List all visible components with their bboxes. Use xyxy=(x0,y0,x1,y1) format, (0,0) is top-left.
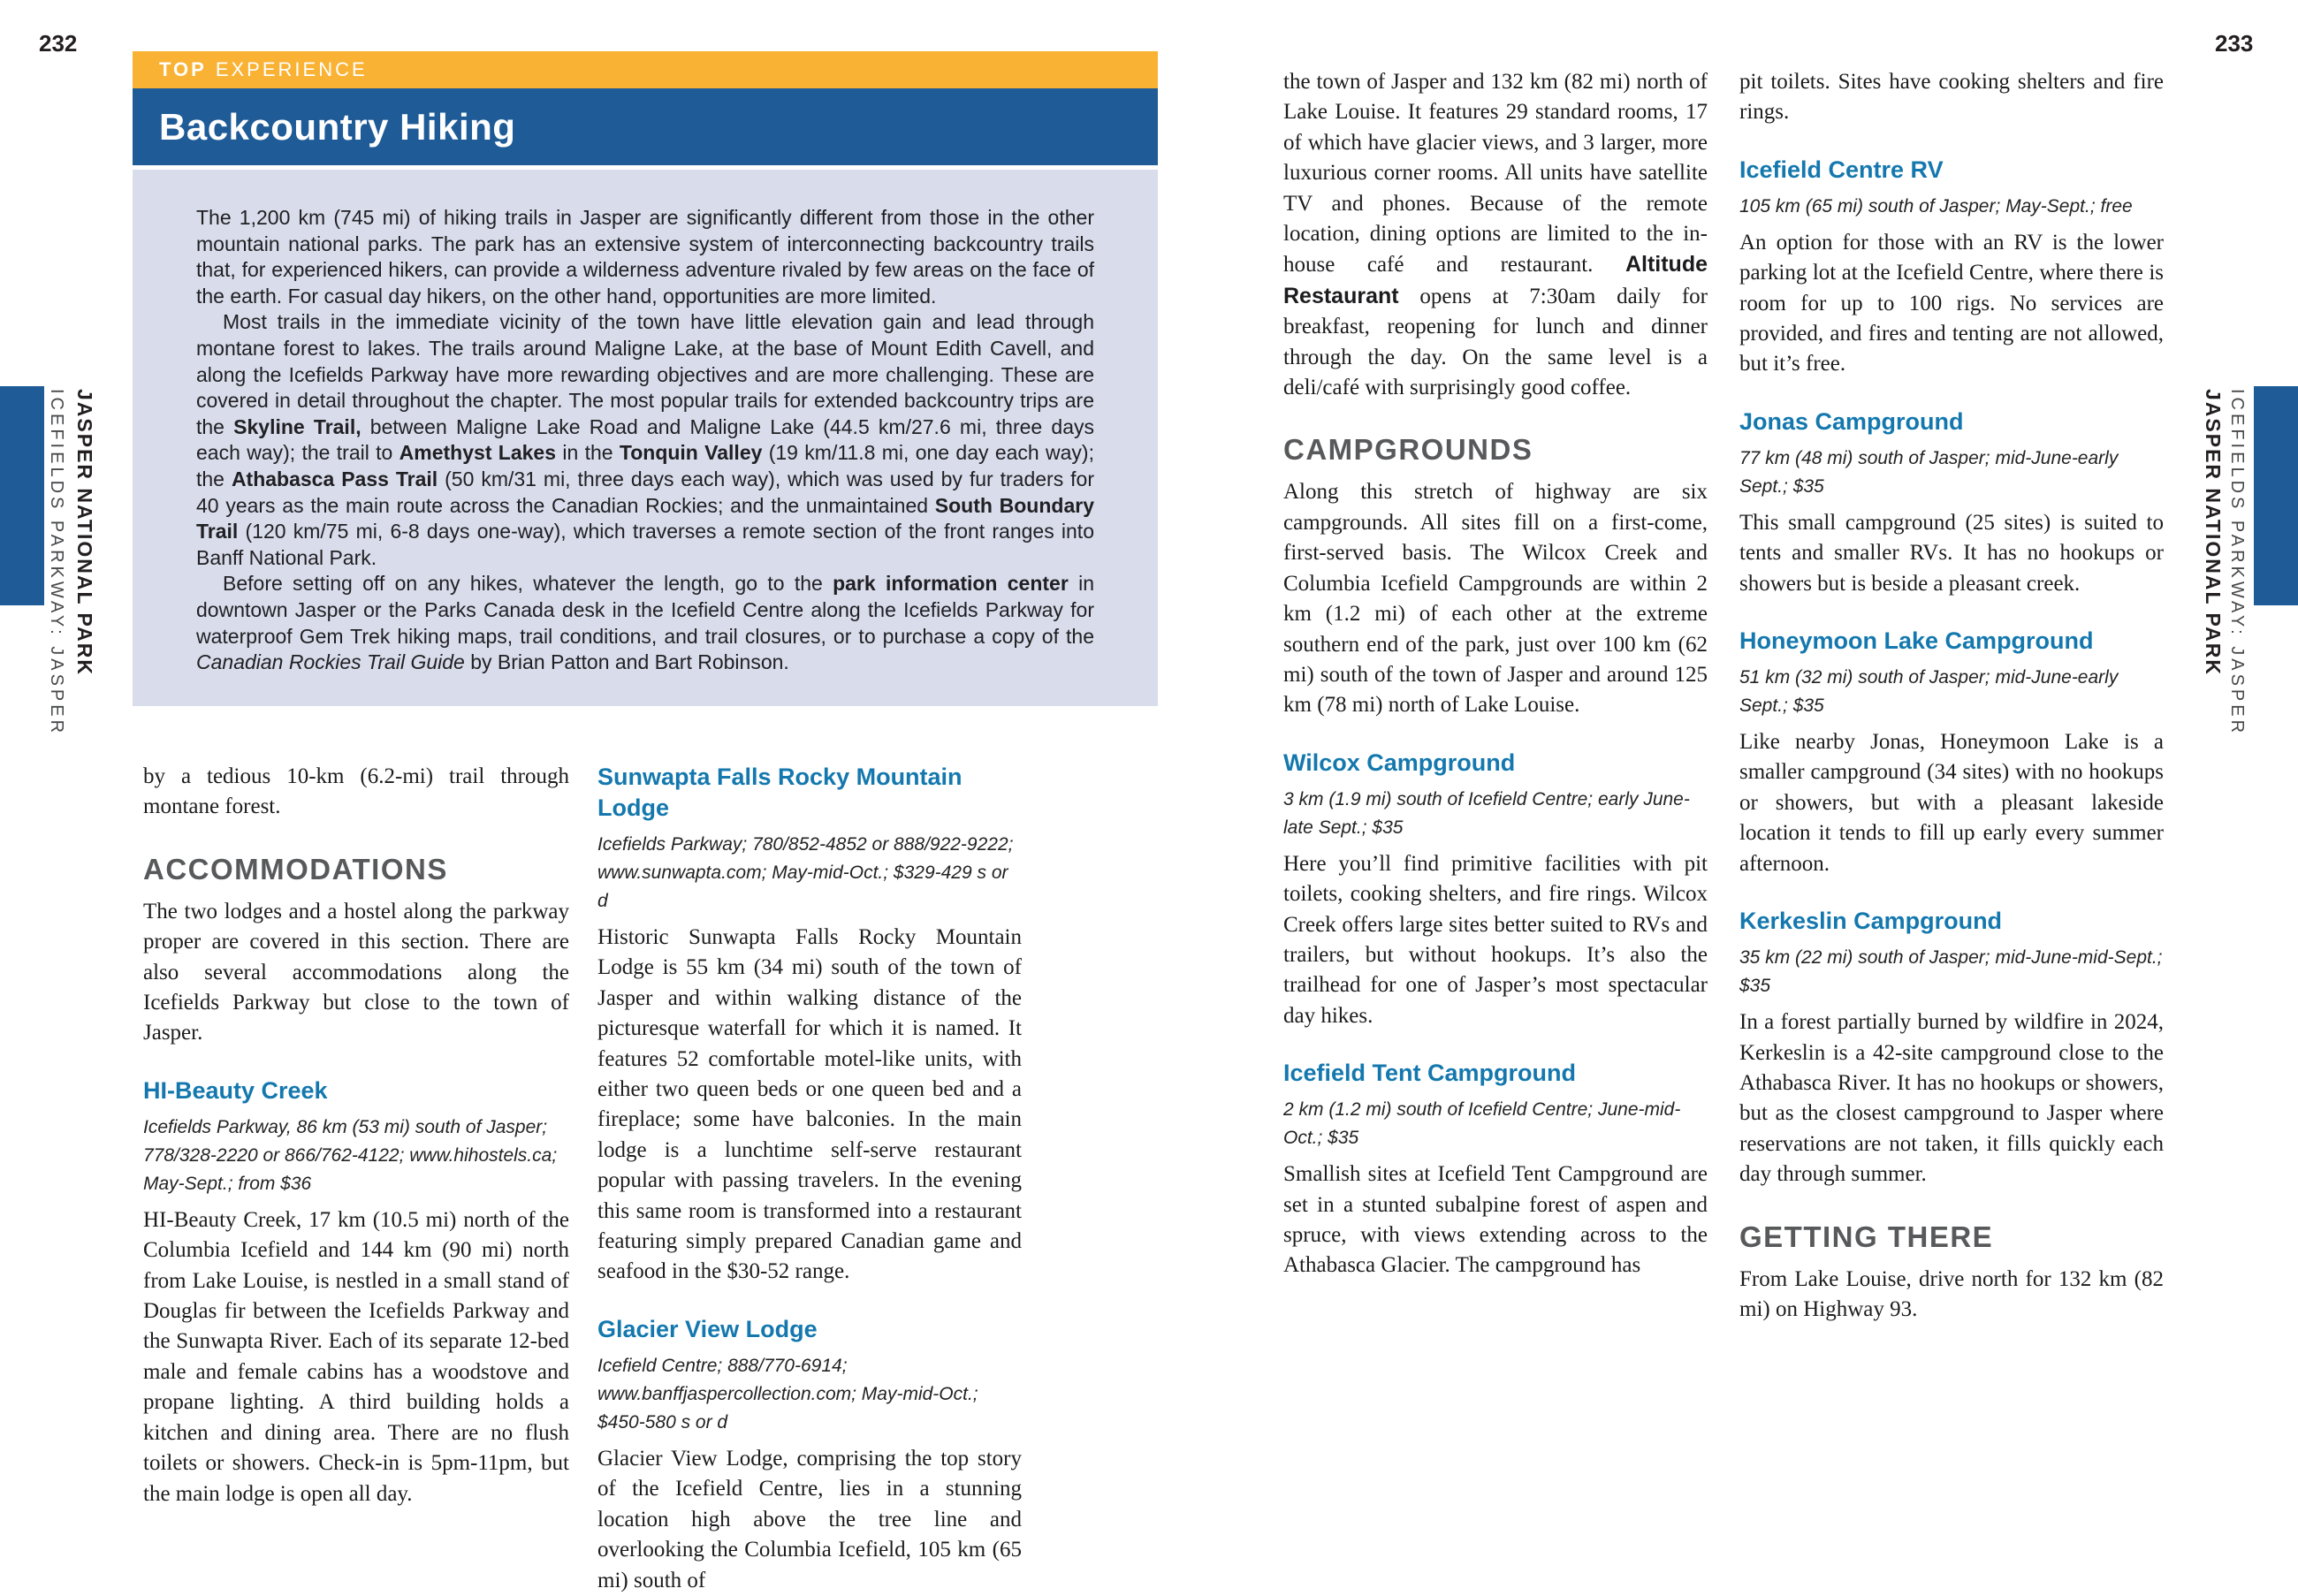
listing-wilcox-campground xyxy=(1283,748,1708,1031)
eyebrow-label: EXPERIENCE xyxy=(215,58,368,80)
getting-there-body: From Lake Louise, drive north for 132 km (82 mi) on Highway 93. xyxy=(1739,1266,2164,1321)
eyebrow-bold-label: TOP xyxy=(159,58,207,80)
continued-paragraph: pit toilets. Sites have cooking shelters and fire rings. xyxy=(1739,70,2164,125)
column-right-b xyxy=(1739,67,2164,1325)
margin-title-left: JASPER NATIONAL PARK xyxy=(73,389,96,676)
feature-box xyxy=(133,170,1158,706)
listing-details: 105 km (65 mi) south of Jasper; May-Sept.; free xyxy=(1739,195,2133,217)
section-heading-getting-there: GETTING THERE xyxy=(1739,1220,1994,1253)
listing-details: 35 km (22 mi) south of Jasper; mid-June-mid-Sept.; $35 xyxy=(1739,947,2163,997)
listing-title: Jonas Campground xyxy=(1739,407,1964,435)
margin-subtitle-right: ICEFIELDS PARKWAY: JASPER xyxy=(2227,389,2247,737)
listing-icefield-tent-campground xyxy=(1283,1058,1708,1281)
listing-title: Glacier View Lodge xyxy=(597,1315,818,1342)
section-heading-accommodations: ACCOMMODATIONS xyxy=(143,852,448,885)
feature-paragraph: Most trails in the immediate vicinity of the town have little elevation gain and lead through montane forest to lakes. The trails around Maligne Lake, at the base of Mount Edith Cavell, and along the Icefields Parkway have more rewarding objectives and are more challenging. These are covered in detail throughout the chapter. The most popular trails for extended backcountry trips are the Skyline Trail, between Maligne Lake Road and Maligne Lake (44.5 km/27.6 mi, three days each way); the trail to Amethyst Lakes in the Tonquin Valley (19 km/11.8 mi, one day each way); the Athabasca Pass Trail (50 km/31 mi, three days each way), which was used by fur traders for 40 years as the main route across the Canadian Rockies; and the unmaintained South Boundary Trail (120 km/75 mi, 6-8 days one-way), which traverses a remote section of the front ranges into Banff National Park. xyxy=(196,310,1094,569)
margin-title-right: JASPER NATIONAL PARK xyxy=(2202,389,2225,676)
listing-kerkeslin-campground xyxy=(1739,906,2164,1189)
section-heading-campgrounds: CAMPGROUNDS xyxy=(1283,433,1533,467)
listing-details: Icefield Centre; 888/770-6914; www.banffjaspercollection.com; May-mid-Oct.; $450-580 s or d xyxy=(597,1355,978,1433)
listing-details: Icefields Parkway, 86 km (53 mi) south of Jasper; 778/328-2220 or 866/762-4122; www.hihostels.ca; May-Sept.; from $36 xyxy=(143,1116,558,1194)
margin-subtitle-left: ICEFIELDS PARKWAY: JASPER xyxy=(47,389,66,737)
column-left-a xyxy=(143,762,569,1509)
feature-paragraph: Before setting off on any hikes, whatever the length, go to the park information center in downtown Jasper or the Parks Canada desk in the Icefield Centre along the Icefields Parkway for waterproof Gem Trek hiking maps, trail conditions, and trail closures, or to purchase a copy of the Canadian Rockies Trail Guide by Brian Patton and Bart Robinson. xyxy=(196,572,1094,674)
top-experience-banner xyxy=(133,51,1158,88)
feature-paragraph: The 1,200 km (745 mi) of hiking trails in Jasper are significantly different from those in the other mountain national parks. The park has an extensive system of interconnecting backcountry trails that, for experienced hikers, can provide a wilderness adventure rivaled by few areas on the face of the earth. For casual day hikers, on the other hand, opportunities are more limited. xyxy=(196,206,1094,308)
listing-title: HI-Beauty Creek xyxy=(143,1076,328,1104)
page-number-right: 233 xyxy=(2215,30,2254,57)
chapter-tab-right xyxy=(2254,386,2298,605)
continued-paragraph: by a tedious 10-km (6.2-mi) trail through montane forest. xyxy=(143,764,569,819)
listing-title: Sunwapta Falls Rocky Mountain Lodge xyxy=(597,764,963,821)
listing-honeymoon-lake-campground xyxy=(1739,626,2164,879)
listing-body: Like nearby Jonas, Honeymoon Lake is a smaller campground (34 sites) with no hookups or showers, but with a pleasant lakeside location it tends to fill up early every summer afternoon. xyxy=(1739,730,2164,876)
listing-title: Icefield Centre RV xyxy=(1739,156,1944,183)
feature-title: Backcountry Hiking xyxy=(159,105,516,148)
listing-title: Wilcox Campground xyxy=(1283,749,1516,776)
chapter-tab-left xyxy=(0,386,44,605)
continued-paragraph: the town of Jasper and 132 km (82 mi) north of Lake Louise. It features 29 standard rooms, 17 of which have glacier views, and 3 larger, more luxurious corner rooms. All units have satellite TV and phones. Because of the remote location, dining options are limited to the in-house café and restaurant. Altitude Restaurant opens at 7:30am daily for breakfast, reopening for lunch and dinner through the day. On the same level is a deli/café with surprisingly good coffee. xyxy=(1283,70,1708,400)
campgrounds-intro: Along this stretch of highway are six campgrounds. All sites fill on a first-come, first-served basis. The Wilcox Creek and Columbia Icefield Campgrounds are within 2 km (1.2 mi) of each other at the extreme southern end of the park, just over 100 km (62 mi) south of the town of Jasper and around 125 km (78 mi) north of Lake Louise. xyxy=(1283,480,1708,718)
listing-body: HI-Beauty Creek, 17 km (10.5 mi) north of the Columbia Icefield and 144 km (90 mi) north from Lake Louise, is nestled in a small stand of Douglas fir between the Icefields Parkway and the Sunwapta River. Each of its separate 12-bed male and female cabins has a woodstove and propane lighting. A third building holds a kitchen and dining area. There are no flush toilets or showers. Check-in is 5pm-11pm, but the main lodge is open all day. xyxy=(143,1207,569,1506)
listing-details: 77 km (48 mi) south of Jasper; mid-June-early Sept.; $35 xyxy=(1739,447,2119,497)
accommodations-intro: The two lodges and a hostel along the parkway proper are covered in this section. There are also several accommodations along the Icefields Parkway but close to the town of Jasper. xyxy=(143,899,569,1045)
listing-body: This small campground (25 sites) is suited to tents and smaller RVs. It has no hookups or showers but is beside a pleasant creek. xyxy=(1739,510,2164,596)
listing-hi-beauty-creek xyxy=(143,1075,569,1509)
listing-body: An option for those with an RV is the lower parking lot at the Icefield Centre, where there is room for up to 100 rigs. No services are provided, and fires and tenting are not allowed, but it’s free. xyxy=(1739,230,2164,376)
page-number-left: 232 xyxy=(39,30,78,57)
listing-details: 2 km (1.2 mi) south of Icefield Centre; June-mid-Oct.; $35 xyxy=(1283,1099,1681,1149)
listing-details: 3 km (1.9 mi) south of Icefield Centre; early June-late Sept.; $35 xyxy=(1283,788,1690,838)
column-left-b xyxy=(597,762,1022,1596)
listing-title: Kerkeslin Campground xyxy=(1739,908,2003,935)
listing-sunwapta-falls-lodge xyxy=(597,762,1022,1288)
listing-title: Icefield Tent Campground xyxy=(1283,1060,1577,1087)
listing-body: In a forest partially burned by wildfire in 2024, Kerkeslin is a 42-site campground close to the Athabasca River. It has no hookups or showers, but as the closest campground to Jasper where reservations are not taken, it fills quickly each day through summer. xyxy=(1739,1010,2164,1187)
listing-icefield-centre-rv xyxy=(1739,155,2164,380)
feature-title-banner xyxy=(133,88,1158,165)
listing-details: Icefields Parkway; 780/852-4852 or 888/922-9222; www.sunwapta.com; May-mid-Oct.; $329-429 s or d xyxy=(597,834,1014,911)
listing-glacier-view-lodge xyxy=(597,1314,1022,1596)
listing-body: Historic Sunwapta Falls Rocky Mountain Lodge is 55 km (34 mi) south of the town of Jasper and within walking distance of the picturesque waterfall for which it is named. It features 52 comfortable motel-like units, with either two queen beds or one queen bed and a fireplace; some have balconies. In the main lodge is a lunchtime self-serve restaurant popular with passing travelers. In the evening this same room is transformed into a restaurant featuring simply prepared Canadian game and seafood in the $30-52 range. xyxy=(597,925,1022,1284)
column-right-a xyxy=(1283,67,1708,1281)
listing-details: 51 km (32 mi) south of Jasper; mid-June-early Sept.; $35 xyxy=(1739,667,2119,717)
listing-jonas-campground xyxy=(1739,407,2164,599)
listing-body: Here you’ll find primitive facilities with pit toilets, cooking shelters, and fire rings. Wilcox Creek offers large sites better suited to RVs and trailers, but without hookups. It’s also the trailhead for one of Jasper’s most spectacular day hikes. xyxy=(1283,851,1708,1028)
listing-title: Honeymoon Lake Campground xyxy=(1739,627,2094,655)
listing-body: Glacier View Lodge, comprising the top story of the Icefield Centre, lies in a stunning location high above the tree line and overlooking the Columbia Icefield, 105 km (65 mi) south of xyxy=(597,1446,1022,1592)
listing-body: Smallish sites at Icefield Tent Campground are set in a stunted subalpine forest of aspen and spruce, with views extending across to the Athabasca Glacier. The campground has xyxy=(1283,1162,1708,1278)
